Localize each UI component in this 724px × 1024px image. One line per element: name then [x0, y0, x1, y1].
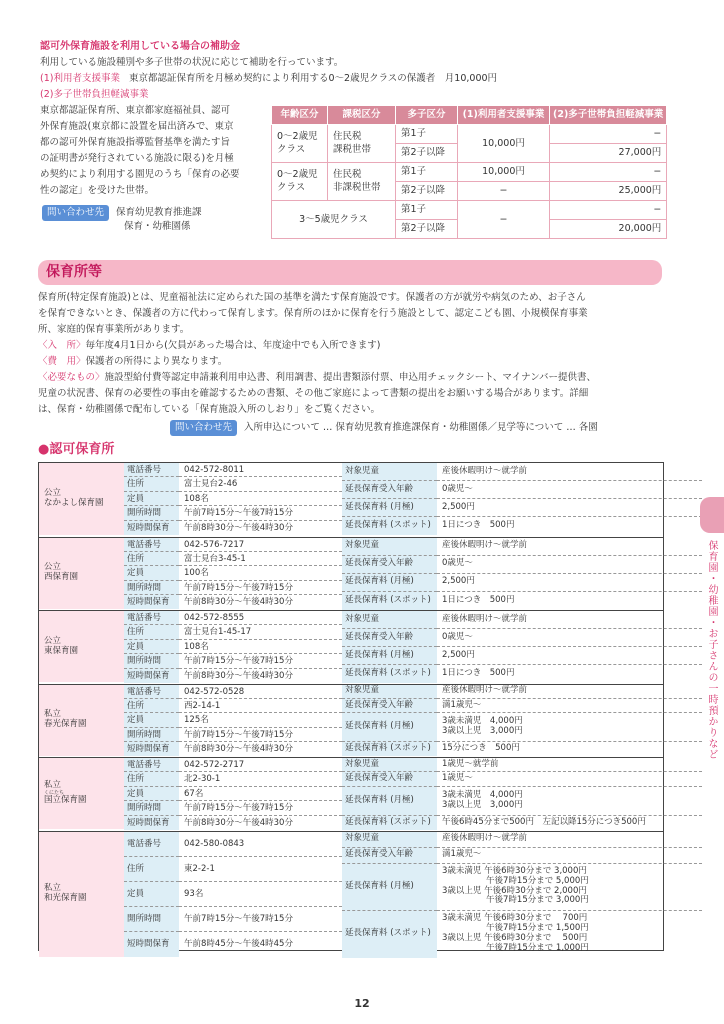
field-value: 産後休暇明け〜就学前 — [437, 685, 702, 699]
fee-line — [38, 354, 666, 370]
field-value: 100名 — [179, 566, 342, 580]
field-value: 042-572-8555 — [179, 611, 342, 625]
field-key: 定員 — [124, 787, 179, 801]
cell-age1: 0〜2歳児 クラス — [272, 125, 328, 163]
school-label — [39, 611, 124, 682]
fee-text: 保護者の所得により異なります。 — [85, 356, 228, 367]
side-tab — [700, 497, 724, 533]
field-value: 午前8時30分〜午後4時30分 — [184, 522, 293, 533]
field-key: 定員 — [124, 566, 179, 580]
field-key: 定員 — [124, 640, 179, 654]
field-value: 108名 — [179, 492, 342, 506]
need-text: 児童の状況書、保育の必要性の事由を確認するための書類、その他ご家庭によって書類の提出をお願いする場合があります。詳細 — [38, 388, 589, 399]
field-value: 1歳児〜就学前 — [437, 758, 702, 772]
subsidy-desc: 利用している施設種別や多子世帯の状況に応じて補助を行っています。 — [40, 57, 344, 68]
field-value: 満1歳児〜 — [437, 848, 702, 864]
field-value: 0歳児〜 — [437, 556, 702, 574]
field-value: 北2-30-1 — [179, 772, 342, 786]
fee-line: 3歳以上児 午後6時30分まで 2,000円 — [442, 885, 587, 896]
need-text: は、保育・幼稚園係で配布している「保育施設入所のしおり」をご覧ください。 — [38, 404, 381, 415]
school-name: 東保育園 — [44, 645, 79, 656]
th-tax: 課税区分 — [328, 106, 396, 125]
field-key: 住所 — [124, 625, 179, 639]
field-value: 042-572-0528 — [179, 685, 342, 699]
entry-line — [38, 338, 666, 354]
cell-second: 第2子以降 — [396, 220, 458, 239]
field-value: 042-572-2717 — [179, 758, 342, 772]
field-value: 産後休暇明け〜就学前 — [437, 463, 702, 481]
field-key: 延長保育料 (月極) — [342, 713, 437, 742]
cell-r1b-multi: 27,000円 — [550, 144, 667, 163]
field-key: 電話番号 — [124, 758, 179, 772]
field-key: 開所時間 — [124, 506, 179, 520]
field-key: 住所 — [124, 552, 179, 566]
field-key: 延長保育受入年齢 — [342, 699, 437, 713]
cell-r2a-multi: − — [550, 163, 667, 182]
fee-line: 3歳以上児 午後6時30分まで 500円 — [442, 933, 588, 943]
field-value: 午前8時30分〜午後4時30分 — [184, 597, 293, 608]
nursery-table — [38, 462, 664, 951]
field-key: 短時間保育 — [124, 742, 179, 756]
school-type: 私立 — [44, 709, 62, 720]
field-key: 短時間保育 — [124, 595, 179, 609]
field-value: 午前7時15分〜午後7時15分 — [179, 654, 342, 668]
field-key: 住所 — [124, 477, 179, 491]
field-key: 延長保育料 (月極) — [342, 787, 437, 816]
field-value: 富士見台3-45-1 — [179, 552, 342, 566]
school-name: 西保育園 — [44, 572, 79, 582]
field-value: 午前8時30分〜午後4時30分 — [184, 670, 293, 681]
field-value: 午前8時30分〜午後4時30分 — [184, 817, 293, 828]
field-key: 電話番号 — [124, 538, 179, 552]
field-value: 午前7時15分〜午後7時15分 — [179, 581, 342, 595]
field-key: 延長保育受入年齢 — [342, 556, 437, 574]
school-type: 公立 — [44, 635, 62, 646]
inquiry-text1: 保育幼児教育推進課 — [116, 207, 202, 218]
subsidy-table — [271, 105, 667, 239]
inquiry-badge: 問い合わせ先 — [42, 205, 109, 221]
cell-tax1: 住民税 課税世帯 — [328, 125, 396, 163]
section-band-title: 保育所等 — [46, 264, 102, 280]
school-row — [39, 463, 663, 535]
cell-first: 第1子 — [396, 125, 458, 144]
field-value: 2,500円 — [437, 647, 702, 665]
th-age: 年齢区分 — [272, 106, 328, 125]
field-value: 産後休暇明け〜就学前 — [437, 538, 702, 556]
field-key: 延長保育受入年齢 — [342, 848, 437, 864]
fee-line: 3歳未満児 午後6時30分まで 700円 — [442, 913, 588, 924]
cell-second: 第2子以降 — [396, 144, 458, 163]
need-label: 〈必要なもの〉 — [38, 372, 105, 383]
field-value: 0歳児〜 — [437, 629, 702, 647]
field-value: 1歳児〜 — [437, 772, 702, 786]
field-key: 延長保育受入年齢 — [342, 772, 437, 786]
field-value: 108名 — [179, 640, 342, 654]
subsidy-item1-text: 東京都認証保育所を月極め契約により利用する0〜2歳児クラスの保護者 月10,000円 — [129, 73, 498, 84]
section-band — [38, 260, 662, 285]
subsidy-inquiry — [42, 205, 202, 221]
field-value: 1日につき 500円 — [442, 668, 515, 679]
field-key: 延長保育料 (スポット) — [342, 742, 437, 756]
school-name: なかよし保育園 — [44, 498, 104, 508]
field-key: 電話番号 — [124, 463, 179, 477]
nursery-intro — [38, 290, 666, 418]
school-name: 国立保育園 — [44, 795, 87, 805]
school-label — [39, 832, 124, 957]
cell-r1-support: 10,000円 — [458, 125, 550, 163]
para-line: の証明書が発行されている施設に限る)を月極 — [40, 153, 234, 164]
field-value — [437, 713, 702, 742]
th-multi: (2)多子世帯負担軽減事業 — [550, 106, 667, 125]
field-key: 延長保育料 (月極) — [342, 647, 437, 665]
nursery-inquiry-text: 入所申込について … 保育幼児教育推進課保育・幼稚園係／見学等について … 各園 — [244, 422, 598, 433]
cell-r3a-multi: − — [550, 201, 667, 220]
field-value: 午前7時15分〜午後7時15分 — [179, 728, 342, 742]
field-key: 対象児童 — [342, 685, 437, 699]
school-label — [39, 685, 124, 756]
field-key: 延長保育料 (月極) — [342, 574, 437, 592]
field-key: 電話番号 — [124, 685, 179, 699]
para-line: 性の認定」を受けた世帯。 — [40, 185, 155, 196]
field-key: 延長保育料 (月極) — [342, 499, 437, 517]
fee-line: 午後7時15分まで 3,000円 — [486, 895, 589, 906]
inquiry-badge: 問い合わせ先 — [170, 420, 237, 436]
field-key: 対象児童 — [342, 611, 437, 629]
cell-second: 第2子以降 — [396, 182, 458, 201]
field-key: 延長保育料 (スポット) — [342, 665, 437, 683]
field-value: 東2-2-1 — [179, 857, 342, 882]
entry-text: 毎年度4月1日から(欠員があった場合は、年度途中でも入所できます) — [85, 340, 381, 351]
para-line: 外保育施設(東京都に設置を届出済みで、東京 — [40, 121, 234, 132]
field-key: 延長保育料 (スポット) — [342, 517, 437, 535]
school-row — [39, 757, 663, 829]
field-key: 開所時間 — [124, 907, 179, 932]
intro-line: を保育できないとき、保護者の方に代わって保育します。保育所のほかに保育を行う施設として、認定こども園、小規模保育事業 — [38, 308, 588, 319]
fee-line: 3歳未満児 午後6時30分まで 3,000円 — [442, 865, 587, 876]
field-value: 午前8時30分〜午後4時30分 — [184, 744, 293, 755]
field-key: 延長保育料 (月極) — [342, 864, 437, 911]
fee-line: 午後7時15分まで 1,000円 — [486, 942, 589, 953]
fee-line: 午後7時15分まで 5,000円 — [486, 875, 589, 886]
cell-age3: 3〜5歳児クラス — [272, 201, 396, 239]
field-value: 午前8時45分〜午後4時45分 — [184, 939, 293, 950]
subsidy-item2-para — [40, 103, 272, 199]
need-line — [38, 370, 666, 386]
field-key: 延長保育料 (スポット) — [342, 911, 437, 958]
field-value: 2,500円 — [437, 574, 702, 592]
field-value: 042-580-0843 — [179, 832, 342, 857]
field-value: 産後休暇明け〜就学前 — [437, 832, 702, 848]
school-name: 春光保育園 — [44, 719, 87, 729]
subsidy-item1-label: (1)利用者支援事業 — [40, 73, 120, 84]
field-key: 開所時間 — [124, 728, 179, 742]
field-value: 産後休暇明け〜就学前 — [437, 611, 702, 629]
school-row — [39, 831, 663, 957]
cell-r1a-multi: − — [550, 125, 667, 144]
school-type: 公立 — [44, 488, 62, 499]
field-value: 0歳児〜 — [437, 481, 702, 499]
field-key: 対象児童 — [342, 758, 437, 772]
field-value: 富士見台2-46 — [179, 477, 342, 491]
field-key: 短時間保育 — [124, 932, 179, 957]
th-child: 多子区分 — [396, 106, 458, 125]
fee-line: 3歳未満児 4,000円 — [442, 789, 523, 800]
th-support: (1)利用者支援事業 — [458, 106, 550, 125]
field-value: 2,500円 — [437, 499, 702, 517]
field-value: 西2-14-1 — [179, 699, 342, 713]
intro-line: 保育所(特定保育施設)とは、児童福祉法に定められた国の基準を満たす保育施設です。保護者の方が就労や病気のため、お子さん — [38, 292, 586, 303]
fee-line: 3歳以上児 3,000円 — [442, 726, 523, 737]
fee-line: 午後7時15分まで 1,500円 — [486, 923, 589, 934]
school-row — [39, 684, 663, 756]
field-key: 電話番号 — [124, 832, 179, 857]
field-value: 042-576-7217 — [179, 538, 342, 552]
field-value: 67名 — [179, 787, 342, 801]
entry-label: 〈入 所〉 — [38, 340, 86, 351]
cell-age2: 0〜2歳児 クラス — [272, 163, 328, 201]
school-row — [39, 537, 663, 609]
field-key: 住所 — [124, 699, 179, 713]
field-value — [437, 864, 702, 911]
field-key: 延長保育料 (スポット) — [342, 592, 437, 610]
para-line: 東京都認証保育所、東京都家庭福祉員、認可 — [40, 105, 231, 116]
field-key: 開所時間 — [124, 801, 179, 815]
field-value: 042-572-8011 — [179, 463, 342, 477]
school-type: 公立 — [44, 562, 62, 573]
field-value: 93名 — [179, 882, 342, 907]
field-key: 電話番号 — [124, 611, 179, 625]
school-label — [39, 538, 124, 609]
fee-line: 3歳以上児 3,000円 — [442, 799, 523, 810]
school-label — [39, 463, 124, 535]
nursery-inquiry — [170, 420, 598, 436]
field-value — [437, 911, 702, 958]
field-value — [437, 787, 702, 816]
intro-line: 所、家庭的保育事業所があります。 — [38, 324, 190, 335]
field-key: 住所 — [124, 857, 179, 882]
field-value: 1日につき 500円 — [442, 594, 515, 605]
field-value: 1日につき 500円 — [442, 520, 515, 531]
cell-r3b-multi: 20,000円 — [550, 220, 667, 239]
subsidy-item1 — [40, 72, 497, 86]
para-line: め契約により利用する園児のうち「保育の必要 — [40, 169, 240, 180]
side-text: 保育園・幼稚園・お子さんの一時預かりなど — [706, 540, 717, 760]
field-key: 定員 — [124, 882, 179, 907]
page-number: 12 — [354, 997, 370, 1010]
field-key: 住所 — [124, 772, 179, 786]
field-value: 富士見台1-45-17 — [179, 625, 342, 639]
inquiry-text2: 保育・幼稚園係 — [124, 221, 191, 232]
para-line: 都の認可外保育施設指導監督基準を満たす旨 — [40, 137, 231, 148]
field-value: 15分につき 500円 — [442, 743, 520, 754]
list-title: ●認可保育所 — [38, 442, 115, 457]
cell-r2b-support: − — [458, 182, 550, 201]
field-value: 午前7時15分〜午後7時15分 — [179, 506, 342, 520]
cell-r2b-multi: 25,000円 — [550, 182, 667, 201]
cell-tax2: 住民税 非課税世帯 — [328, 163, 396, 201]
field-key: 対象児童 — [342, 463, 437, 481]
school-type: 私立 — [44, 780, 62, 791]
cell-first: 第1子 — [396, 163, 458, 182]
field-key: 定員 — [124, 713, 179, 727]
field-key: 定員 — [124, 492, 179, 506]
field-key: 延長保育受入年齢 — [342, 629, 437, 647]
school-label — [39, 758, 124, 829]
field-key: 対象児童 — [342, 832, 437, 848]
need-text: 施設型給付費等認定申請兼利用申込書、利用調書、提出書類添付票、申込用チェックシート、マイナンバー提供書、 — [104, 372, 597, 383]
school-row — [39, 610, 663, 682]
field-key: 対象児童 — [342, 538, 437, 556]
subsidy-title: 認可外保育施設を利用している場合の補助金 — [40, 41, 240, 52]
fee-label: 〈費 用〉 — [38, 356, 86, 367]
cell-first: 第1子 — [396, 201, 458, 220]
field-key: 延長保育受入年齢 — [342, 481, 437, 499]
fee-line: 3歳未満児 4,000円 — [442, 716, 523, 727]
subsidy-item2-label: (2)多子世帯負担軽減事業 — [40, 89, 149, 100]
field-value: 午後6時45分まで500円 左記以降15分につき500円 — [442, 816, 646, 827]
field-key: 延長保育料 (スポット) — [342, 816, 437, 830]
cell-r2a-support: 10,000円 — [458, 163, 550, 182]
field-key: 開所時間 — [124, 654, 179, 668]
field-key: 短時間保育 — [124, 669, 179, 683]
field-key: 短時間保育 — [124, 521, 179, 535]
cell-r3-support: − — [458, 201, 550, 239]
field-value: 午前7時15分〜午後7時15分 — [179, 907, 342, 932]
field-key: 開所時間 — [124, 581, 179, 595]
field-value: 満1歳児〜 — [437, 699, 702, 713]
field-value: 午前7時15分〜午後7時15分 — [179, 801, 342, 815]
school-type: 私立 — [44, 883, 62, 894]
school-ruby: くにたち — [44, 790, 65, 796]
field-value: 125名 — [179, 713, 342, 727]
field-key: 短時間保育 — [124, 816, 179, 830]
school-name: 和光保育園 — [44, 893, 87, 903]
